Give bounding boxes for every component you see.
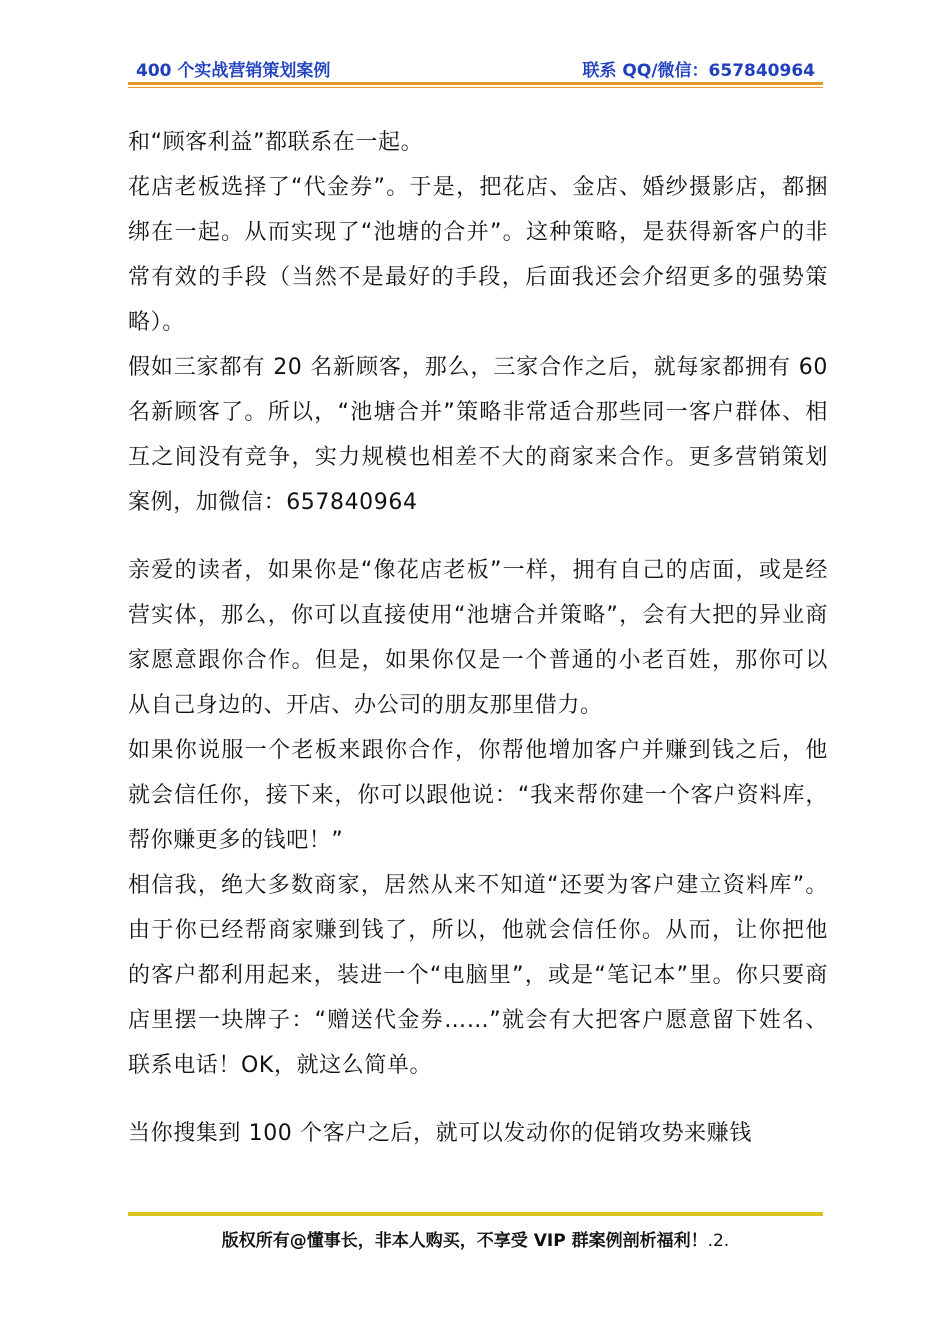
page-footer: [128, 1226, 823, 1251]
paragraph: 花店老板选择了“代金券”。于是，把花店、金店、婚纱摄影店，都捆绑在一起。从而实现了“池塘的合并”。这种策略，是获得新客户的非常有效的手段（当然不是最好的手段，后面我还会介绍更多的强势策略）。: [128, 175, 828, 335]
paragraph: 当你搜集到 100 个客户之后，就可以发动你的促销攻势来赚钱: [128, 1121, 752, 1146]
footer-notice: 版权所有@懂事长，非本人购买，不享受 VIP 群案例剖析福利！: [221, 1231, 708, 1251]
header-divider-thin: [128, 87, 823, 88]
header-divider-thick: [128, 82, 823, 85]
header-title: 400 个实战营销策划案例: [136, 61, 331, 81]
header-contact: 联系 QQ/微信：657840964: [582, 61, 815, 81]
paragraph: 亲爱的读者，如果你是“像花店老板”一样，拥有自己的店面，或是经营实体，那么，你可以直接使用“池塘合并策略”，会有大把的异业商家愿意跟你合作。但是，如果你仅是一个普通的小老百姓，那你可以从自己身边的、开店、办公司的朋友那里借力。: [128, 558, 828, 718]
page-number: .2.: [707, 1231, 730, 1251]
page-header: [128, 52, 823, 82]
document-body: [128, 120, 828, 1156]
paragraph: 和“顾客利益”都联系在一起。: [128, 130, 424, 155]
paragraph: 如果你说服一个老板来跟你合作，你帮他增加客户并赚到钱之后，他就会信任你，接下来，你可以跟他说：“我来帮你建一个客户资料库，帮你赚更多的钱吧！”: [128, 738, 828, 853]
paragraph: 假如三家都有 20 名新顾客，那么，三家合作之后，就每家都拥有 60 名新顾客了。所以，“池塘合并”策略非常适合那些同一客户群体、相互之间没有竞争，实力规模也相差不大的商家来合作。更多营销策划案例，加微信：657840964: [128, 355, 828, 515]
footer-divider: [128, 1212, 823, 1216]
paragraph: 相信我，绝大多数商家，居然从来不知道“还要为客户建立资料库”。由于你已经帮商家赚到钱了，所以，他就会信任你。从而，让你把他的客户都利用起来，装进一个“电脑里”，或是“笔记本”里。你只要商店里摆一块牌子：“赠送代金券……”就会有大把客户愿意留下姓名、联系电话！OK，就这么简单。: [128, 873, 828, 1078]
